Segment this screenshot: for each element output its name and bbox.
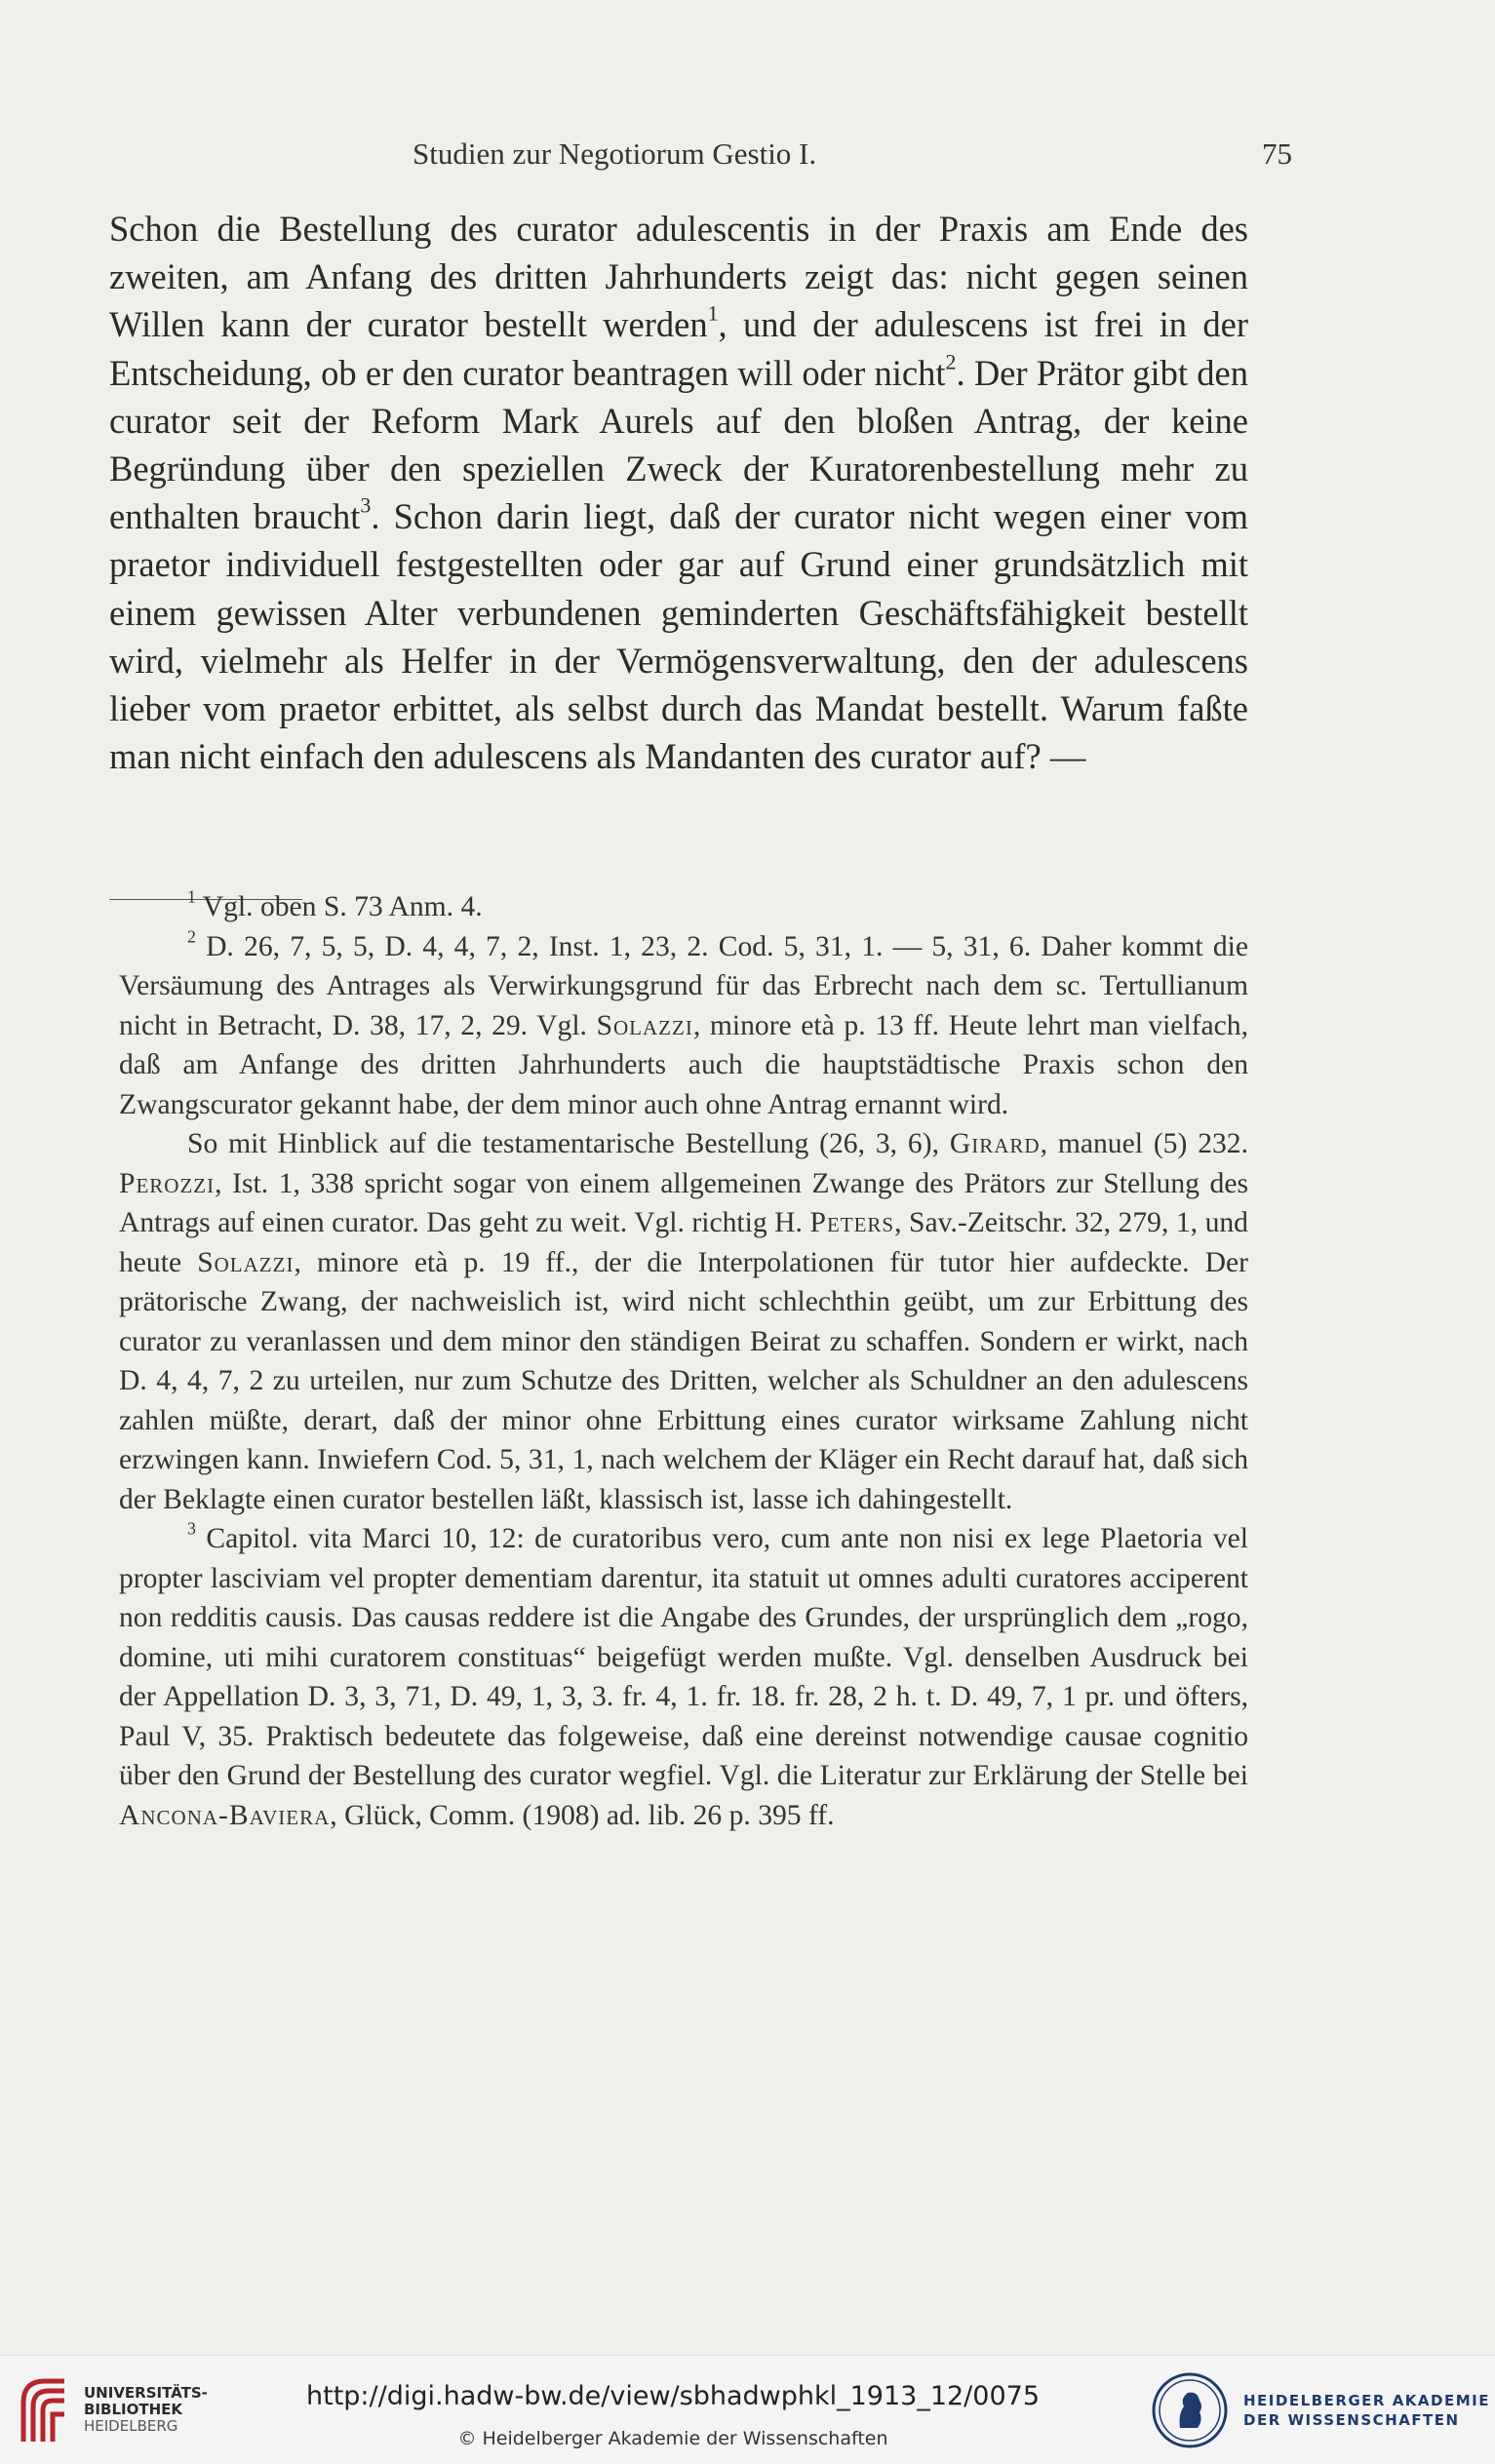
library-name-line: BIBLIOTHEK bbox=[84, 2401, 182, 2418]
footnote-text: , manuel (5) 232. bbox=[1040, 1128, 1248, 1159]
running-title: Studien zur Negotiorum Gestio I. bbox=[413, 137, 817, 171]
author-name: Ancona-Baviera bbox=[119, 1799, 331, 1831]
main-text-segment: . Schon darin liegt, daß der curator nicht wegen einer vom praetor individuell festgestellten oder gar auf Grund einer grundsätzlich mit einem gewissen Alter verbundenen geminderten Geschäftsfähigkeit bestellt wird, vielmehr als Helfer in der Vermögensverwaltung, den der adulescens lieber vom praetor erbittet, als selbst durch das Mandat bestellt. Warum faßte man nicht einfach den adulescens als Mandanten des curator auf? — bbox=[109, 496, 1248, 777]
page-number: 75 bbox=[1262, 137, 1292, 171]
footnote-text: So mit Hinblick auf die testamentarische Bestellung (26, 3, 6), bbox=[187, 1128, 950, 1159]
main-text-segment: . Der Prätor gibt den curator seit der Reform Mark Aurels auf den bloßen Antrag, der keine Begründung über den speziellen Zweck der Kuratorenbestellung mehr zu enthalten braucht bbox=[109, 352, 1248, 537]
author-name: Peters bbox=[809, 1207, 895, 1238]
footnote-ref-1: 1 bbox=[707, 300, 719, 326]
copyright-notice: © Heidelberger Akademie der Wissenschaften bbox=[457, 2428, 888, 2449]
academy-name bbox=[1243, 2391, 1490, 2430]
running-header bbox=[112, 137, 1292, 176]
main-text-segment: , und der adulescens ist frei in der Entscheidung, ob er den curator beantragen will oder nicht bbox=[109, 304, 1248, 393]
footnote-mark: 3 bbox=[187, 1518, 196, 1539]
footnote-2 bbox=[119, 927, 1248, 1125]
footnote-ref-2: 2 bbox=[945, 349, 957, 374]
university-library-logo-icon bbox=[16, 2373, 72, 2447]
author-name: Girard bbox=[949, 1128, 1041, 1159]
academy-name-line: HEIDELBERGER AKADEMIE bbox=[1243, 2392, 1490, 2409]
footnote-text: , Sav.-Zeitschr. 32, 279, 1, und heute bbox=[119, 1207, 1248, 1278]
footnote-text: , minore età p. 13 ff. Heute lehrt man vielfach, daß am Anfange des dritten Jahrhunderts auch die hauptstädtische Praxis schon den Zwangscurator gekannt habe, der dem minor auch ohne Antrag ernannt wird. bbox=[119, 1009, 1248, 1120]
footnote-3 bbox=[119, 1519, 1248, 1835]
author-name: Solazzi bbox=[596, 1009, 693, 1041]
footnote-ref-3: 3 bbox=[360, 492, 372, 518]
academy-name-line: DER WISSENSCHAFTEN bbox=[1243, 2411, 1460, 2429]
footnote-1 bbox=[119, 887, 1248, 927]
footnote-text: Vgl. oben S. 73 Anm. 4. bbox=[202, 891, 483, 922]
main-text bbox=[109, 205, 1248, 780]
permalink-url[interactable]: http://digi.hadw-bw.de/view/sbhadwphkl_1913_12/0075 bbox=[306, 2381, 1040, 2411]
main-text-segment: Schon die Bestellung des curator adulescentis in der Praxis am Ende des zweiten, am Anfang des dritten Jahrhunderts zeigt das: nicht gegen seinen Willen kann der curator bestellt werden bbox=[109, 209, 1248, 345]
footnote-mark: 1 bbox=[187, 886, 196, 907]
author-name: Solazzi bbox=[197, 1246, 295, 1278]
footnote-mark: 2 bbox=[187, 926, 196, 947]
library-name-line: UNIVERSITÄTS- bbox=[84, 2384, 208, 2402]
footnote-text: Capitol. vita Marci 10, 12: de curatoribus vero, cum ante non nisi ex lege Plaetoria vel propter lasciviam vel propter dementiam darentur, ita statuit ut omnes adulti curatores acciperent non redditis causis. Das causas reddere ist die Angabe des Grundes, der ursprünglich dem „rogo, domine, uti mihi curatorem constituas“ beigefügt werden mußte. Vgl. denselben Ausdruck bei der Appellation D. 3, 3, 71, D. 49, 1, 3, 3. fr. 4, 1. fr. 18. fr. 28, 2 h. t. D. 49, 7, 1 pr. und öfters, Paul V, 35. Praktisch bedeutete das folgeweise, daß eine dereinst notwendige causae cognitio über den Grund der Bestellung des curator wegfiel. Vgl. die Literatur zur Erklärung der Stelle bei bbox=[119, 1523, 1248, 1791]
library-name-line: HEIDELBERG bbox=[84, 2417, 178, 2435]
footnote-text: , minore età p. 19 ff., der die Interpolationen für tutor hier aufdeckte. Der prätorische Zwang, der nachweislich ist, wird nicht schlechthin geübt, um zur Erbittung des curator zu veranlassen und dem minor den ständigen Beirat zu schaffen. Sondern er wirkt, nach D. 4, 4, 7, 2 zu urteilen, nur zum Schutze des Dritten, welcher als Schuldner an den adulescens zahlen müßte, derart, daß der minor ohne Erbittung eines curator wirksame Zahlung nicht erzwingen kann. Inwiefern Cod. 5, 31, 1, nach welchem der Kläger ein Recht darauf hat, daß sich der Beklagte einen curator bestellen läßt, klassisch ist, lasse ich dahingestellt. bbox=[119, 1246, 1248, 1515]
main-paragraph bbox=[109, 205, 1248, 780]
viewer-footer bbox=[0, 2355, 1495, 2464]
footnotes bbox=[119, 887, 1248, 1835]
footnote-2-continued bbox=[119, 1124, 1248, 1519]
footnote-text: , Ist. 1, 338 spricht sogar von einem allgemeinen Zwange des Prätors zur Stellung des Antrags auf einen curator. Das geht zu weit. Vgl. richtig H. bbox=[119, 1167, 1248, 1238]
footnote-text: , Glück, Comm. (1908) ad. lib. 26 p. 395 ff. bbox=[330, 1799, 835, 1831]
footnote-text: D. 26, 7, 5, 5, D. 4, 4, 7, 2, Inst. 1, 23, 2. Cod. 5, 31, 1. — 5, 31, 6. Daher kommt die Versäumung des Antrages als Verwirkungsgrund für das Erbrecht nach dem sc. Tertullianum nicht in Betracht, D. 38, 17, 2, 29. Vgl. bbox=[119, 930, 1248, 1041]
author-name: Perozzi bbox=[119, 1167, 216, 1199]
academy-seal-icon bbox=[1151, 2371, 1229, 2449]
library-name bbox=[84, 2385, 208, 2435]
